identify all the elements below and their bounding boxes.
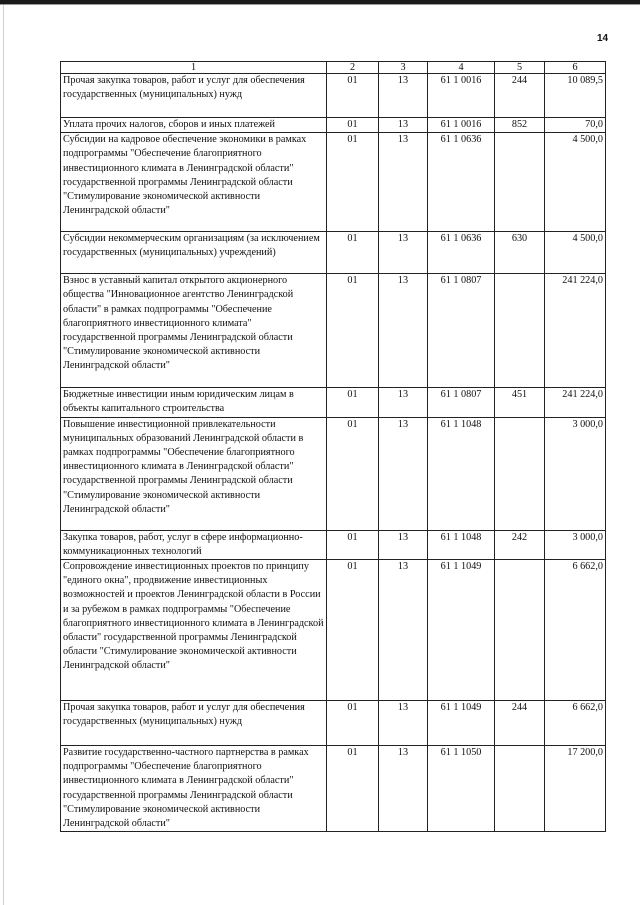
- row-name: Бюджетные инвестиции иным юридическим лицам в объекты капитального строительства: [61, 388, 327, 417]
- scan-top-border-shadow: [0, 4, 640, 5]
- row-target-code: 61 1 1050: [428, 746, 495, 832]
- row-target-code: 61 1 0636: [428, 232, 495, 274]
- row-section: 01: [327, 232, 379, 274]
- row-name: Развитие государственно-частного партнерства в рамках подпрограммы "Обеспечение благоприятного инвестиционного климата в Ленинградской области" государственной программы Ленинградской области "Стимулирование экономической активности Ленинградской области": [61, 746, 327, 832]
- row-subsection: 13: [379, 530, 428, 559]
- table-row: [61, 417, 606, 530]
- table-row: [61, 118, 606, 133]
- table-row: [61, 746, 606, 832]
- header-col-5: 5: [495, 62, 545, 74]
- row-subsection: 13: [379, 274, 428, 388]
- row-target-code: 61 1 1049: [428, 701, 495, 746]
- row-subsection: 13: [379, 133, 428, 232]
- row-target-code: 61 1 0016: [428, 118, 495, 133]
- header-col-2: 2: [327, 62, 379, 74]
- row-name: Прочая закупка товаров, работ и услуг для обеспечения государственных (муниципальных) нужд: [61, 74, 327, 118]
- row-expense-type: [495, 746, 545, 832]
- row-expense-type: [495, 274, 545, 388]
- row-section: 01: [327, 274, 379, 388]
- header-col-3: 3: [379, 62, 428, 74]
- budget-table: [60, 61, 606, 832]
- row-expense-type: 244: [495, 74, 545, 118]
- row-expense-type: 630: [495, 232, 545, 274]
- row-target-code: 61 1 1049: [428, 560, 495, 701]
- row-amount: 3 000,0: [545, 417, 606, 530]
- row-target-code: 61 1 1048: [428, 530, 495, 559]
- table-row: [61, 274, 606, 388]
- header-col-6: 6: [545, 62, 606, 74]
- table-row: [61, 560, 606, 701]
- row-subsection: 13: [379, 701, 428, 746]
- row-target-code: 61 1 0016: [428, 74, 495, 118]
- page-number: 14: [597, 33, 609, 44]
- row-target-code: 61 1 0807: [428, 274, 495, 388]
- row-section: 01: [327, 560, 379, 701]
- row-subsection: 13: [379, 388, 428, 417]
- row-target-code: 61 1 0807: [428, 388, 495, 417]
- row-subsection: 13: [379, 560, 428, 701]
- row-amount: 10 089,5: [545, 74, 606, 118]
- row-name: Уплата прочих налогов, сборов и иных платежей: [61, 118, 327, 133]
- table-row: [61, 74, 606, 118]
- row-name: Взнос в уставный капитал открытого акционерного общества "Инновационное агентство Ленинградской области" в рамках подпрограммы "Обеспечение благоприятного инвестиционного климата" государственной программы Ленинградской области "Стимулирование экономической активности Ленинградской области": [61, 274, 327, 388]
- row-amount: 3 000,0: [545, 530, 606, 559]
- row-expense-type: 244: [495, 701, 545, 746]
- row-section: 01: [327, 701, 379, 746]
- row-subsection: 13: [379, 417, 428, 530]
- table-row: [61, 530, 606, 559]
- row-amount: 241 224,0: [545, 274, 606, 388]
- table-row: [61, 133, 606, 232]
- row-amount: 4 500,0: [545, 232, 606, 274]
- row-expense-type: [495, 417, 545, 530]
- row-amount: 17 200,0: [545, 746, 606, 832]
- row-name: Повышение инвестиционной привлекательности муниципальных образований Ленинградской области в рамках подпрограммы "Обеспечение благоприятного инвестиционного климата в Ленинградской области" государственной программы Ленинградской области "Стимулирование экономической активности Ленинградской области": [61, 417, 327, 530]
- row-name: Сопровождение инвестиционных проектов по принципу "единого окна", продвижение инвестиционных возможностей и проектов Ленинградской области в России и за рубежом в рамках подпрограммы "Обеспечение благоприятного инвестиционного климата в Ленинградской области" государственной программы Ленинградской области "Стимулирование экономической активности Ленинградской области": [61, 560, 327, 701]
- table-header-row: [61, 62, 606, 74]
- header-col-4: 4: [428, 62, 495, 74]
- row-section: 01: [327, 746, 379, 832]
- row-amount: 70,0: [545, 118, 606, 133]
- table-row: [61, 701, 606, 746]
- row-section: 01: [327, 388, 379, 417]
- row-expense-type: 242: [495, 530, 545, 559]
- row-subsection: 13: [379, 74, 428, 118]
- row-section: 01: [327, 133, 379, 232]
- row-target-code: 61 1 1048: [428, 417, 495, 530]
- row-amount: 241 224,0: [545, 388, 606, 417]
- row-section: 01: [327, 118, 379, 133]
- row-name: Закупка товаров, работ, услуг в сфере информационно-коммуникационных технологий: [61, 530, 327, 559]
- row-subsection: 13: [379, 118, 428, 133]
- row-name: Субсидии некоммерческим организациям (за исключением государственных (муниципальных) учреждений): [61, 232, 327, 274]
- table-row: [61, 388, 606, 417]
- row-section: 01: [327, 417, 379, 530]
- header-col-1: 1: [61, 62, 327, 74]
- row-section: 01: [327, 530, 379, 559]
- row-expense-type: [495, 560, 545, 701]
- row-target-code: 61 1 0636: [428, 133, 495, 232]
- row-amount: 6 662,0: [545, 701, 606, 746]
- row-subsection: 13: [379, 232, 428, 274]
- row-expense-type: 451: [495, 388, 545, 417]
- row-expense-type: 852: [495, 118, 545, 133]
- row-name: Прочая закупка товаров, работ и услуг для обеспечения государственных (муниципальных) нужд: [61, 701, 327, 746]
- row-expense-type: [495, 133, 545, 232]
- scan-left-edge: [3, 5, 4, 905]
- table-row: [61, 232, 606, 274]
- row-amount: 4 500,0: [545, 133, 606, 232]
- row-amount: 6 662,0: [545, 560, 606, 701]
- row-subsection: 13: [379, 746, 428, 832]
- row-name: Субсидии на кадровое обеспечение экономики в рамках подпрограммы "Обеспечение благоприятного инвестиционного климата в Ленинградской области" государственной программы Ленинградской области "Стимулирование экономической активности Ленинградской области": [61, 133, 327, 232]
- row-section: 01: [327, 74, 379, 118]
